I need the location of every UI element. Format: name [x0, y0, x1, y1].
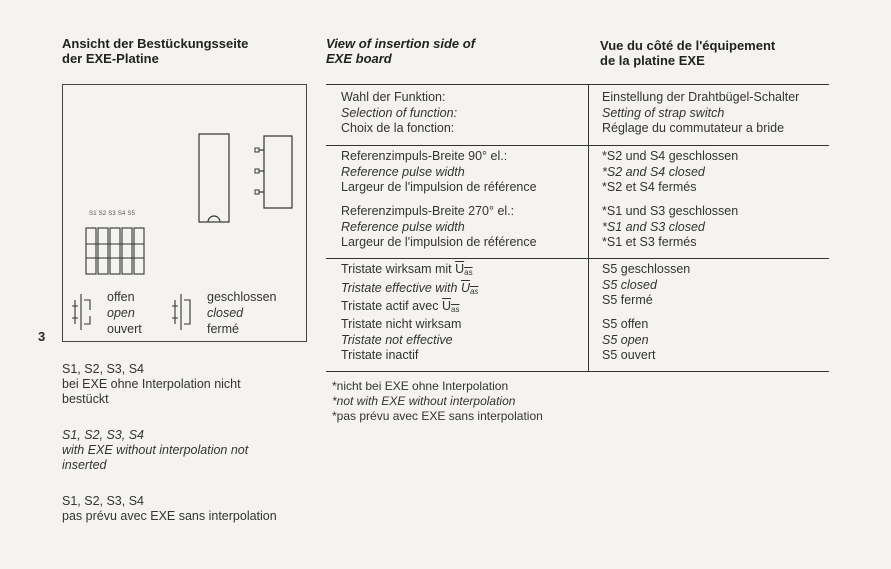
row3a-left — [341, 262, 478, 318]
row3a-left-fr — [341, 299, 478, 318]
footnotes — [332, 379, 543, 424]
row3a-left-fr-text: Tristate actif avec — [341, 299, 442, 313]
note-fr — [62, 494, 277, 524]
closed-labels — [207, 289, 277, 337]
row3b-left-en: Tristate not effective — [341, 332, 453, 347]
header-de — [62, 36, 248, 66]
row2b-left — [341, 204, 537, 251]
header-en-line2: EXE board — [326, 51, 392, 66]
u-main: U — [460, 280, 470, 295]
row2b-right — [602, 204, 738, 251]
figure-number: 3 — [38, 329, 46, 344]
u-as-symbol — [461, 281, 478, 295]
header-fr-line1: Vue du côté de l'équipement — [600, 38, 776, 53]
note-en-line1: S1, S2, S3, S4 — [62, 428, 144, 442]
connector — [264, 136, 292, 208]
closed-label-fr: fermé — [207, 322, 239, 336]
open-label-en: open — [107, 306, 135, 320]
note-de-line3: bestückt — [62, 392, 109, 406]
row3a-right — [602, 262, 690, 309]
row2b-left-de: Referenzimpuls-Breite 270° el.: — [341, 204, 515, 218]
u-as-symbol — [442, 299, 459, 313]
u-sub: as — [464, 268, 473, 277]
open-labels — [107, 289, 142, 337]
row1-right-en: Setting of strap switch — [602, 105, 725, 120]
note-en-line2: with EXE without interpolation not — [62, 443, 249, 457]
row2b-right-de: *S1 und S3 geschlossen — [602, 204, 739, 218]
row1-right — [602, 90, 799, 137]
row3b-right-en: S5 open — [602, 332, 649, 347]
row2a-right — [602, 149, 738, 196]
header-fr — [600, 38, 775, 68]
table-rule-2 — [326, 258, 829, 259]
u-as-symbol — [455, 262, 472, 276]
u-sub: as — [469, 286, 479, 296]
note-en — [62, 428, 248, 473]
table-rule-bottom — [326, 371, 829, 372]
switch-block — [86, 228, 144, 274]
row2a-left — [341, 149, 537, 196]
row1-left-en: Selection of function: — [341, 105, 458, 120]
row2b-left-en: Reference pulse width — [341, 219, 465, 234]
note-fr-line2: pas prévu avec EXE sans interpolation — [62, 509, 277, 523]
row3b-left-de: Tristate nicht wirksam — [341, 317, 462, 331]
ic-chip — [199, 134, 229, 222]
note-de-line2: bei EXE ohne Interpolation nicht — [62, 377, 241, 391]
row3a-right-de: S5 geschlossen — [602, 262, 691, 276]
u-main: U — [455, 262, 465, 276]
row1-left-de: Wahl der Funktion: — [341, 90, 446, 104]
table-rule-top — [326, 84, 829, 85]
header-en-line1: View of insertion side of — [326, 36, 476, 51]
row3b-right — [602, 317, 656, 364]
row2b-right-fr: *S1 et S3 fermés — [602, 235, 697, 249]
row1-left — [341, 90, 457, 137]
open-strap-symbol — [72, 294, 90, 330]
row1-right-fr: Réglage du commutateur a bride — [602, 121, 785, 135]
row2a-right-en: *S2 and S4 closed — [602, 164, 705, 179]
board-diagram — [62, 84, 307, 342]
u-main: U — [441, 299, 451, 313]
switch-labels: S1 S2 S3 S4 S5 — [89, 211, 136, 217]
row2a-right-de: *S2 und S4 geschlossen — [602, 149, 739, 163]
row2b-right-en: *S1 and S3 closed — [602, 219, 705, 234]
row3b-right-fr: S5 ouvert — [602, 348, 656, 362]
row3b-left — [341, 317, 461, 364]
header-en — [326, 36, 475, 66]
row3a-left-de — [341, 262, 478, 281]
footnote-de: *nicht bei EXE ohne Interpolation — [332, 379, 509, 393]
table-divider — [588, 84, 589, 372]
header-de-line1: Ansicht der Bestückungsseite — [62, 36, 249, 51]
closed-label-de: geschlossen — [207, 290, 277, 304]
closed-strap-symbol — [172, 294, 190, 330]
ic-notch — [208, 216, 220, 222]
closed-label-en: closed — [207, 306, 244, 320]
open-label-de: offen — [107, 290, 135, 304]
note-en-line3: inserted — [62, 458, 107, 472]
row3a-right-en: S5 closed — [602, 277, 657, 292]
note-de — [62, 362, 241, 407]
note-fr-line1: S1, S2, S3, S4 — [62, 494, 144, 508]
note-de-line1: S1, S2, S3, S4 — [62, 362, 144, 376]
u-sub: as — [451, 305, 460, 314]
header-fr-line2: de la platine EXE — [600, 53, 705, 68]
row2a-left-de: Referenzimpuls-Breite 90° el.: — [341, 149, 508, 163]
row3b-left-fr: Tristate inactif — [341, 348, 419, 362]
table-rule-1 — [326, 145, 829, 146]
row3a-right-fr: S5 fermé — [602, 293, 653, 307]
row2a-left-fr: Largeur de l'impulsion de référence — [341, 180, 537, 194]
row2a-left-en: Reference pulse width — [341, 164, 465, 179]
footnote-en: *not with EXE without interpolation — [332, 394, 516, 408]
row3a-left-en-text: Tristate effective with — [341, 280, 461, 295]
row2b-left-fr: Largeur de l'impulsion de référence — [341, 235, 537, 249]
row3a-left-en — [341, 281, 478, 300]
header-de-line2: der EXE-Platine — [62, 51, 159, 66]
footnote-fr: *pas prévu avec EXE sans interpolation — [332, 409, 543, 423]
open-label-fr: ouvert — [107, 322, 142, 336]
row3b-right-de: S5 offen — [602, 317, 649, 331]
row3a-left-de-text: Tristate wirksam mit — [341, 262, 456, 276]
row2a-right-fr: *S2 et S4 fermés — [602, 180, 697, 194]
row1-right-de: Einstellung der Drahtbügel-Schalter — [602, 90, 800, 104]
row1-left-fr: Choix de la fonction: — [341, 121, 455, 135]
